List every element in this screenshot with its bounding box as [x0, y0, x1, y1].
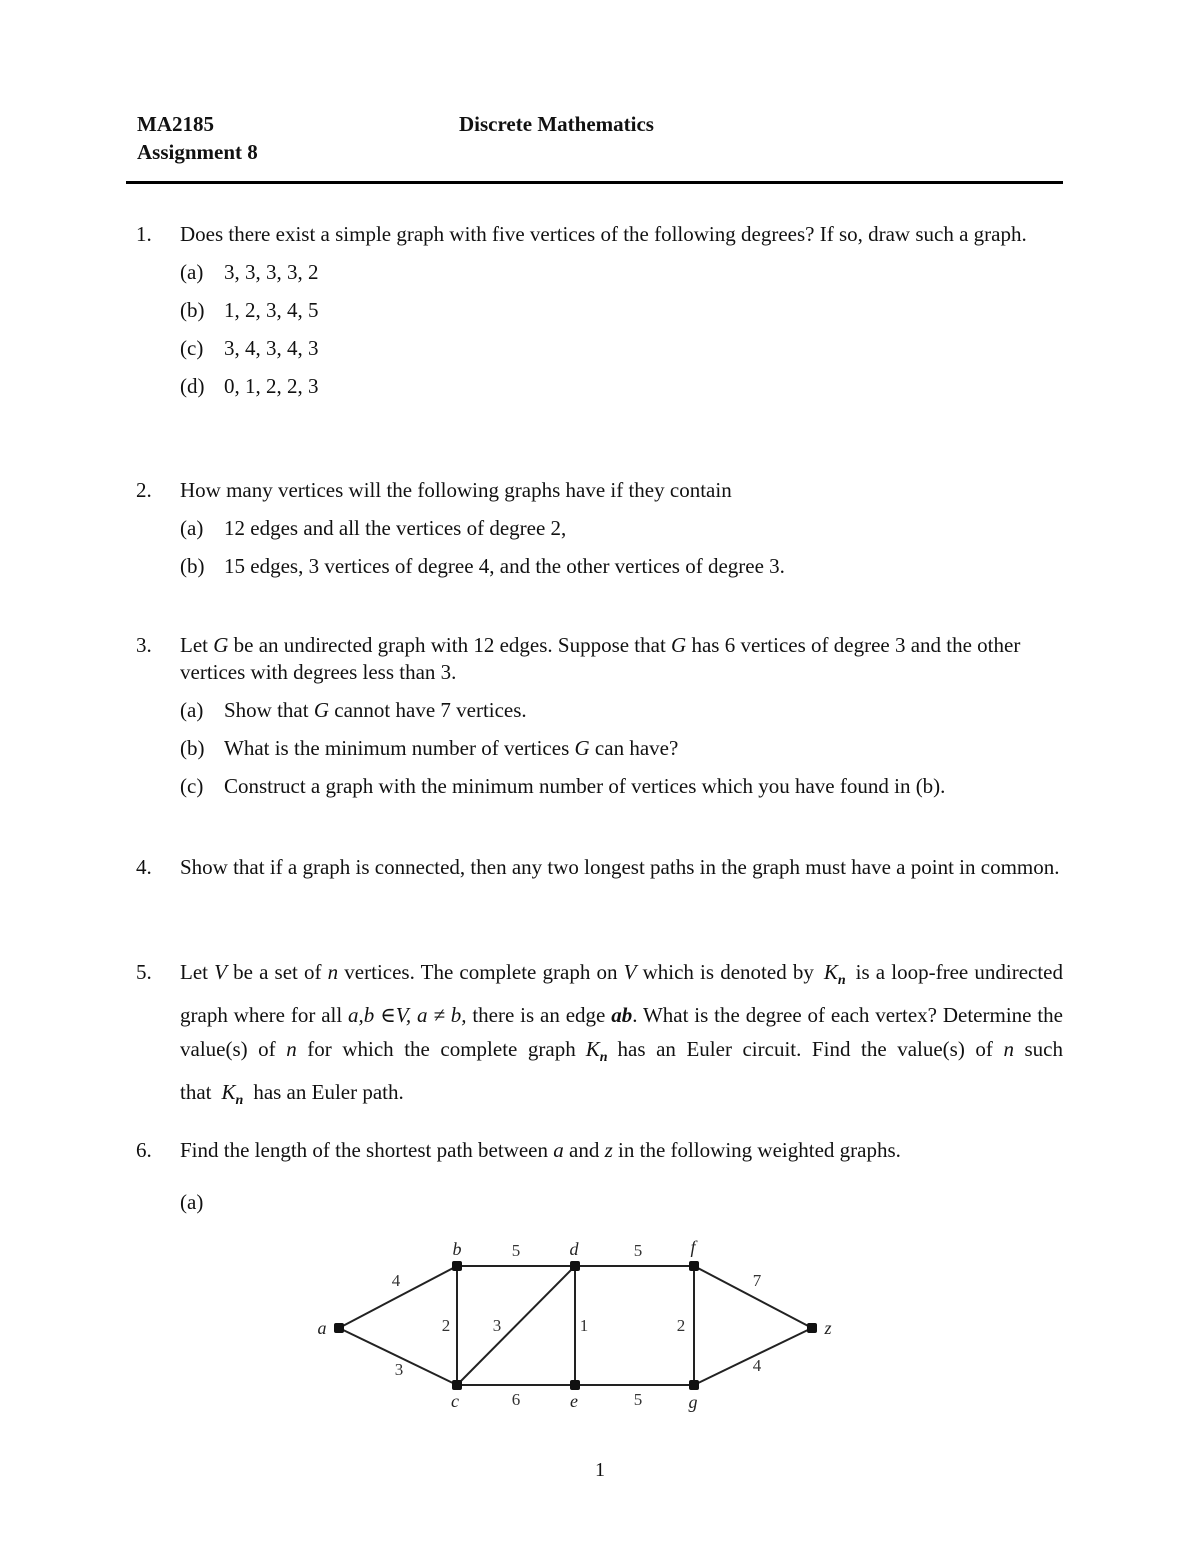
edge-weight-b-c: 2: [441, 1316, 451, 1335]
question-text: Show that if a graph is connected, then any two longest paths in the graph must have a point in common.: [180, 855, 1060, 879]
vertex-label-b: b: [452, 1239, 462, 1259]
question-number: 4.: [136, 855, 152, 879]
vertex-g: [689, 1380, 699, 1390]
part-item: (d) 0, 1, 2, 2, 3: [180, 374, 319, 398]
part-item: (b) What is the minimum number of vertices G can have?: [180, 736, 679, 760]
question-text: Let V be a set of n vertices. The complete graph on V which is denoted by $K_n$ is a loop-free undirected graph where for all a,b ∈V, a ≠ b, there is an edge ab. What is the degree of each vertex? Determine the value(s) of n for which the complete graph $K_n$ has an Euler circuit. Find the value(s) of n such that $K_n$ has an Euler path.: [180, 960, 1063, 1108]
edge-weight-a-b: 4: [391, 1271, 401, 1290]
edge-weight-e-g: 5: [633, 1390, 643, 1409]
vertex-label-z: z: [824, 1318, 832, 1338]
vertex-label-c: c: [451, 1391, 459, 1411]
vertex-label-g: g: [688, 1392, 698, 1412]
question-number: 1.: [136, 222, 152, 246]
edge-weight-b-d: 5: [511, 1241, 521, 1260]
question-text: Let G be an undirected graph with 12 edges. Suppose that G has 6 vertices of degree 3 and the other vertices with degrees less than 3.: [180, 633, 1021, 684]
edge-weight-g-z: 4: [752, 1356, 762, 1375]
vertex-label-e: e: [570, 1391, 578, 1411]
course-title: Discrete Mathematics: [459, 112, 654, 136]
page-number: 1: [595, 1459, 605, 1481]
vertex-label-f: f: [690, 1237, 696, 1257]
edge-weight-c-e: 6: [511, 1390, 521, 1409]
question-text: Does there exist a simple graph with five vertices of the following degrees? If so, draw such a graph.: [180, 222, 1027, 246]
edge-weight-d-e: 1: [579, 1316, 589, 1335]
vertex-label-d: d: [569, 1239, 579, 1259]
edge-weight-f-g: 2: [676, 1316, 686, 1335]
part-item: (b) 15 edges, 3 vertices of degree 4, and the other vertices of degree 3.: [180, 554, 785, 578]
vertex-d: [570, 1261, 580, 1271]
vertex-c: [452, 1380, 462, 1390]
vertex-f: [689, 1261, 699, 1271]
part-item: (a) 12 edges and all the vertices of degree 2,: [180, 516, 567, 540]
question-text: How many vertices will the following graphs have if they contain: [180, 478, 732, 502]
edge-weight-f-z: 7: [752, 1271, 762, 1290]
question-number: 5.: [136, 960, 152, 984]
part-item: (a) Show that G cannot have 7 vertices.: [180, 698, 527, 722]
edge-weight-d-f: 5: [633, 1241, 643, 1260]
question-number: 3.: [136, 633, 152, 657]
part-item: (c) Construct a graph with the minimum number of vertices which you have found in (b).: [180, 774, 946, 798]
edge-weight-a-c: 3: [394, 1360, 404, 1379]
question-number: 2.: [136, 478, 152, 502]
edge-weight-c-d: 3: [492, 1316, 502, 1335]
vertex-b: [452, 1261, 462, 1271]
course-code: MA2185: [137, 112, 214, 136]
part-item: (b) 1, 2, 3, 4, 5: [180, 298, 319, 322]
vertex-label-a: a: [317, 1318, 327, 1338]
vertex-a: [334, 1323, 344, 1333]
part-label: (a): [180, 1190, 204, 1214]
edge-c-d: [457, 1266, 575, 1385]
question-text: Find the length of the shortest path between a and z in the following weighted graphs.: [180, 1138, 901, 1162]
vertex-e: [570, 1380, 580, 1390]
part-item: (a) 3, 3, 3, 3, 2: [180, 260, 319, 284]
vertex-z: [807, 1323, 817, 1333]
assignment-title: Assignment 8: [137, 140, 258, 164]
question-number: 6.: [136, 1138, 152, 1162]
part-item: (c) 3, 4, 3, 4, 3: [180, 336, 319, 360]
